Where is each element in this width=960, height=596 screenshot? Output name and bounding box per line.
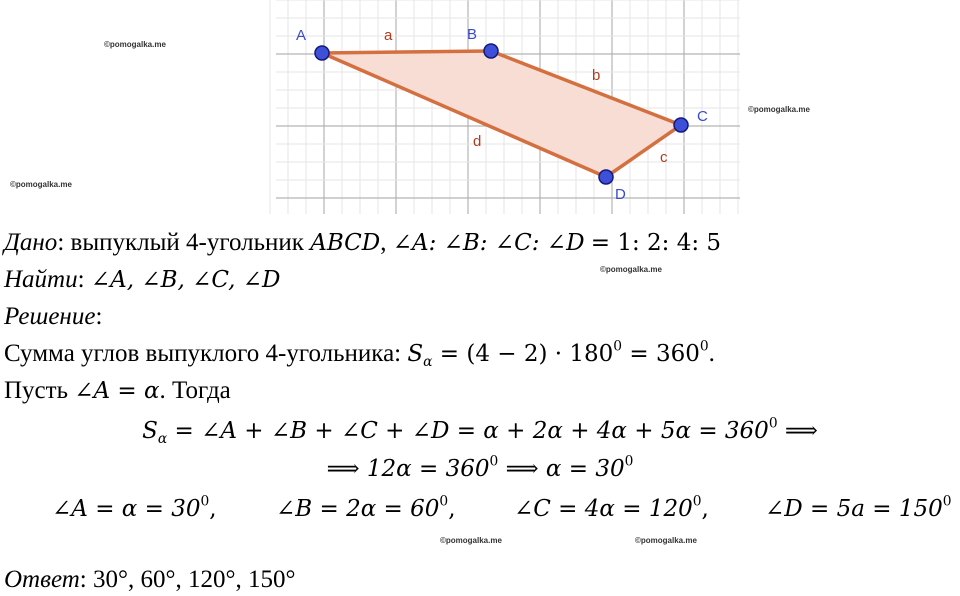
- solution-line: [4, 302, 102, 332]
- result-c-tail: ,: [701, 496, 709, 522]
- let-text1: Пусть: [4, 377, 75, 404]
- result-b: [276, 494, 456, 524]
- result-c-expr: ∠C = 4α = 120: [514, 496, 693, 522]
- result-b-exp: 0: [439, 493, 449, 510]
- given-comma: ,: [380, 229, 393, 256]
- eq2-expr1: 12α = 360: [366, 456, 490, 482]
- find-text: :: [77, 266, 91, 293]
- given-ratio-values: = 1: 2: 4: 5: [590, 230, 722, 256]
- sum-text: Сумма углов выпуклого 4-угольника:: [4, 340, 408, 367]
- sum-eq: = 360: [622, 341, 700, 367]
- quadrilateral-fill: [322, 51, 681, 177]
- eq2-expr2: α = 30: [545, 456, 625, 482]
- result-a-expr: ∠A = α = 30: [52, 496, 201, 522]
- label-side-a: a: [384, 27, 393, 44]
- given-ratio-angles: ∠A: ∠B: ∠C: ∠D: [392, 230, 585, 256]
- result-d: [765, 494, 952, 524]
- equation-2: [0, 454, 960, 484]
- watermark: ©pomogalka.me: [600, 265, 662, 274]
- label-c: C: [697, 108, 708, 125]
- label-side-d: d: [473, 133, 482, 150]
- result-b-expr: ∠B = 2α = 60: [276, 496, 440, 522]
- eq2-exp2: 0: [624, 453, 634, 470]
- eq2-arrow2: ⟹: [498, 456, 546, 482]
- sum-expr: = (4 − 2) · 180: [432, 341, 614, 367]
- eq2-arrow: ⟹: [326, 456, 367, 482]
- sum-exp2: 0: [699, 338, 709, 355]
- watermark: ©pomogalka.me: [748, 105, 810, 114]
- eq1-expr: = ∠A + ∠B + ∠C + ∠D = α + 2α + 4α + 5α = 360: [167, 418, 769, 444]
- watermark: ©pomogalka.me: [635, 536, 697, 545]
- given-line: [4, 228, 721, 258]
- label-d: D: [615, 186, 626, 203]
- result-b-tail: ,: [448, 496, 456, 522]
- eq1-exp: 0: [768, 415, 778, 432]
- solution-colon: :: [95, 303, 103, 330]
- find-label: Найти: [4, 266, 78, 293]
- watermark: ©pomogalka.me: [440, 536, 502, 545]
- result-a-exp: 0: [200, 493, 210, 510]
- vertex-b: [484, 44, 498, 58]
- eq1-s: S: [142, 418, 158, 444]
- answer-text: : 30°, 60°, 120°, 150°: [79, 566, 296, 593]
- answer-line: [4, 565, 295, 595]
- find-line: [4, 265, 281, 295]
- vertex-d: [599, 170, 613, 184]
- given-quad: ABCD: [310, 230, 381, 256]
- answer-label: Ответ: [4, 566, 80, 593]
- given-text: : выпуклый 4-угольник: [57, 229, 311, 256]
- solution-label: Решение: [4, 303, 96, 330]
- label-a: A: [296, 27, 307, 44]
- let-line: [4, 376, 231, 406]
- sum-sub: α: [423, 353, 433, 370]
- quadrilateral-figure: [0, 0, 960, 220]
- result-d-expr: ∠D = 5a = 150: [765, 496, 943, 522]
- result-d-exp: 0: [942, 493, 952, 510]
- result-c: [514, 494, 709, 524]
- sum-exp1: 0: [613, 338, 623, 355]
- equation-1: [0, 416, 960, 446]
- result-c-exp: 0: [692, 493, 702, 510]
- label-side-b: b: [592, 67, 601, 84]
- given-label: Дано: [4, 229, 58, 256]
- eq2-exp1: 0: [489, 453, 499, 470]
- result-a: [52, 494, 217, 524]
- let-text2: . Тогда: [159, 377, 231, 404]
- watermark: ©pomogalka.me: [10, 180, 72, 189]
- side-a: [322, 51, 491, 53]
- watermark: ©pomogalka.me: [104, 40, 166, 49]
- eq1-sub: α: [157, 430, 168, 447]
- vertex-c: [674, 118, 688, 132]
- vertex-a: [315, 46, 329, 60]
- sum-end: .: [708, 340, 715, 367]
- label-b: B: [467, 26, 478, 43]
- let-expr: ∠A = α: [74, 378, 160, 404]
- result-a-tail: ,: [209, 496, 217, 522]
- label-side-c: c: [660, 149, 668, 166]
- sum-s: S: [407, 341, 424, 367]
- eq1-arrow: ⟹: [777, 418, 818, 444]
- find-angles: ∠A, ∠B, ∠C, ∠D: [90, 267, 281, 293]
- sum-line: [4, 339, 715, 369]
